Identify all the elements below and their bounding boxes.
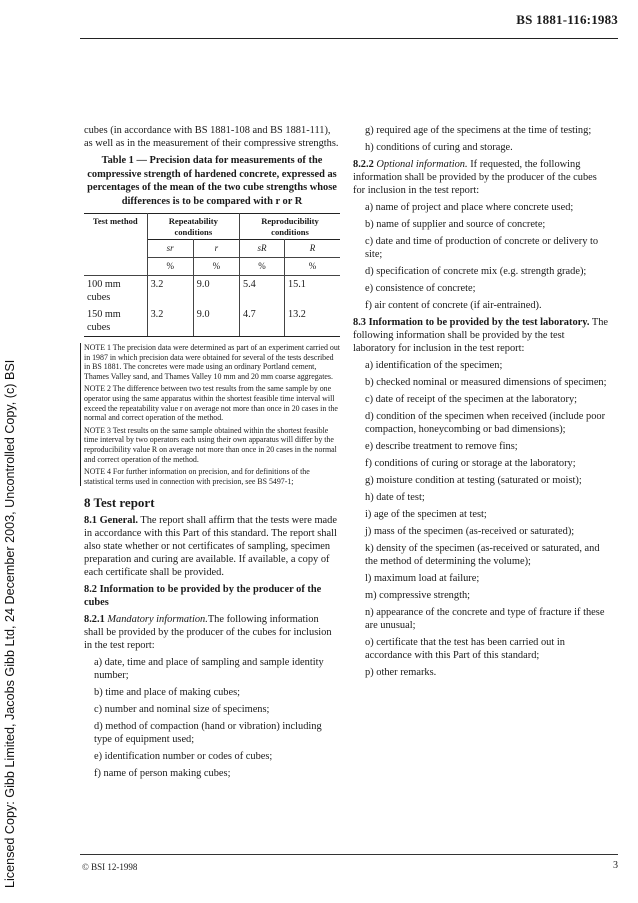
th-reproducibility: Reproducibility conditions (240, 214, 340, 240)
list-item: e) describe treatment to remove fins; (365, 441, 518, 452)
footer-copyright: © BSI 12-1998 (82, 862, 138, 872)
cell-r: 9.0 (193, 306, 239, 337)
section-8-3-heading: 8.3 Information to be provided by the test laboratory. (353, 317, 590, 328)
cell-sR: 5.4 (240, 276, 285, 307)
list-item: b) time and place of making cubes; (94, 687, 240, 699)
mandatory-info-list (84, 656, 340, 780)
notes-block (80, 343, 340, 486)
list-item: d) method of compaction (hand or vibration) including type of equipment used; (94, 721, 322, 746)
list-item: i) age of the specimen at test; (365, 509, 487, 520)
th-blank (84, 240, 147, 258)
unit-cell: % (193, 258, 239, 276)
table-row (84, 306, 340, 337)
section-8-2-1-body: The following information shall be provided by the producer of the cubes for inclusion in the test report: (84, 614, 332, 652)
list-item: b) checked nominal or measured dimensions of specimen; (365, 377, 607, 388)
page-number: 3 (613, 860, 618, 871)
list-item: e) consistence of concrete; (365, 283, 476, 294)
list-item: c) date of receipt of the specimen at the laboratory; (365, 394, 578, 405)
list-item: e) identification number or codes of cubes; (94, 751, 273, 763)
section-8-2-1-number: 8.2.1 (84, 614, 105, 626)
left-column (84, 124, 340, 784)
right-column (353, 124, 609, 683)
note-1: NOTE 1 The precision data were determined as part of an experiment carried out in 1987 in which precision data were obtained for several of the tests described in BS 1881. The concretes were made using an ordinary Portland cement, Thames Valley sand, and Thames Valley 10 mm and 20 mm coarse aggregates. (84, 343, 340, 381)
section-8-1-paragraph (84, 514, 340, 579)
list-item: f) air content of concrete (if air-entrained). (365, 300, 542, 311)
document-code: BS 1881-116:1983 (516, 12, 618, 27)
laboratory-info-list (353, 359, 609, 679)
list-item: d) specification of concrete mix (e.g. strength grade); (365, 266, 587, 277)
list-item: j) mass of the specimen (as-received or saturated); (365, 526, 575, 537)
th-sym-R: R (285, 240, 341, 258)
section-8-3-paragraph (353, 316, 609, 355)
list-item: a) date, time and place of sampling and sample identity number; (94, 657, 324, 682)
list-item: l) maximum load at failure; (365, 573, 480, 584)
section-8-2-2-body: If requested, the following information shall be provided by the producer of the cubes for inclusion in the test report: (353, 159, 597, 196)
th-sym-sr: sr (147, 240, 193, 258)
list-item: n) appearance of the concrete and type of fracture if these are unusual; (365, 607, 605, 631)
footer-rule (80, 854, 618, 855)
cell-R: 13.2 (285, 306, 341, 337)
license-watermark: Licensed Copy: Gibb Limited, Jacobs Gibb Ltd, 24 December 2003, Uncontrolled Copy, (c) BSI (3, 359, 17, 888)
section-8-1-heading: 8.1 General. (84, 515, 138, 527)
note-2: NOTE 2 The difference between two test results from the same sample by one operator using the same apparatus within the shortest feasible time interval will exceed the repeatability value r on average not more than once in 20 cases in the normal and correct operation of the method. (84, 384, 338, 423)
cell-sr: 3.2 (147, 306, 193, 337)
section-8-2-2-paragraph (353, 158, 609, 197)
list-item: c) number and nominal size of specimens; (94, 704, 270, 716)
cell-sr: 3.2 (147, 276, 193, 307)
section-8-2-2-title: Optional information. (373, 159, 468, 170)
table-caption: Table 1 — Precision data for measurements of the compressive strength of hardened concrete, expressed as percentages of the mean of the two cube strengths whose differences is to be compared with r or R (87, 155, 337, 207)
section-8-3-body: The following information shall be provided by the test laboratory for inclusion in the test report: (353, 317, 609, 354)
th-sym-sR: sR (240, 240, 285, 258)
list-item: o) certificate that the test has been carried out in accordance with this Part of this standard; (365, 637, 565, 661)
unit-cell: % (147, 258, 193, 276)
header-rule (80, 38, 618, 39)
list-item: a) identification of the specimen; (365, 360, 503, 371)
section-8-heading: 8 Test report (84, 495, 155, 511)
cell-r: 9.0 (193, 276, 239, 307)
precision-table (84, 213, 340, 337)
list-item: a) name of project and place where concrete used; (365, 202, 574, 213)
list-item: h) conditions of curing and storage. (365, 142, 513, 153)
cell-sR: 4.7 (240, 306, 285, 337)
list-item: h) date of test; (365, 492, 425, 503)
list-item: g) required age of the specimens at the time of testing; (365, 125, 592, 136)
section-8-2-1-paragraph (84, 613, 340, 652)
list-item: k) density of the specimen (as-received or saturated, and the method of determining the volume); (365, 543, 600, 567)
list-item: g) moisture condition at testing (saturated or moist); (365, 475, 582, 486)
list-item: d) condition of the specimen when received (include poor compaction, honeycombing or bad dimensions); (365, 411, 606, 435)
note-4: NOTE 4 For further information on precision, and for definitions of the statistical terms used in connection with precision, see BS 5497-1; (84, 467, 310, 486)
cell-method: 150 mm cubes (84, 306, 147, 337)
th-test-method: Test method (84, 214, 147, 240)
th-sym-r: r (193, 240, 239, 258)
list-item: f) conditions of curing or storage at the laboratory; (365, 458, 576, 469)
intro-paragraph: cubes (in accordance with BS 1881-108 and BS 1881-111), as well as in the measurement of their compressive strengths. (84, 125, 339, 149)
optional-info-list (353, 201, 609, 312)
note-3: NOTE 3 Test results on the same sample obtained within the shortest feasible time interval by two operators each using their own apparatus will differ by the reproducibility value R on average not more than once in 20 cases in the normal and correct operation of the method. (84, 425, 337, 464)
unit-cell: % (240, 258, 285, 276)
section-8-2-heading: 8.2 Information to be provided by the producer of the cubes (84, 584, 322, 609)
list-item: b) name of supplier and source of concrete; (365, 219, 546, 230)
unit-cell: % (285, 258, 341, 276)
section-8-2-2-number: 8.2.2 (353, 159, 374, 170)
list-item: f) name of person making cubes; (94, 768, 231, 780)
cell-R: 15.1 (288, 279, 306, 290)
list-item: m) compressive strength; (365, 590, 471, 601)
section-8-2-1-title: Mandatory information. (104, 614, 208, 626)
th-repeatability: Repeatability conditions (147, 214, 239, 240)
section-8-1-body: The report shall affirm that the tests were made in accordance with this Part of this standard. The report shall also state whether or not certificates of sampling, specimen preparation and curing are available. If available, a copy of each certificate shall be provided. (84, 515, 337, 579)
cell-method: 100 mm cubes (84, 276, 147, 307)
table-row (84, 276, 340, 307)
list-item: c) date and time of production of concrete or delivery to site; (365, 236, 599, 260)
th-blank (84, 258, 147, 276)
list-item: p) other remarks. (365, 667, 437, 678)
